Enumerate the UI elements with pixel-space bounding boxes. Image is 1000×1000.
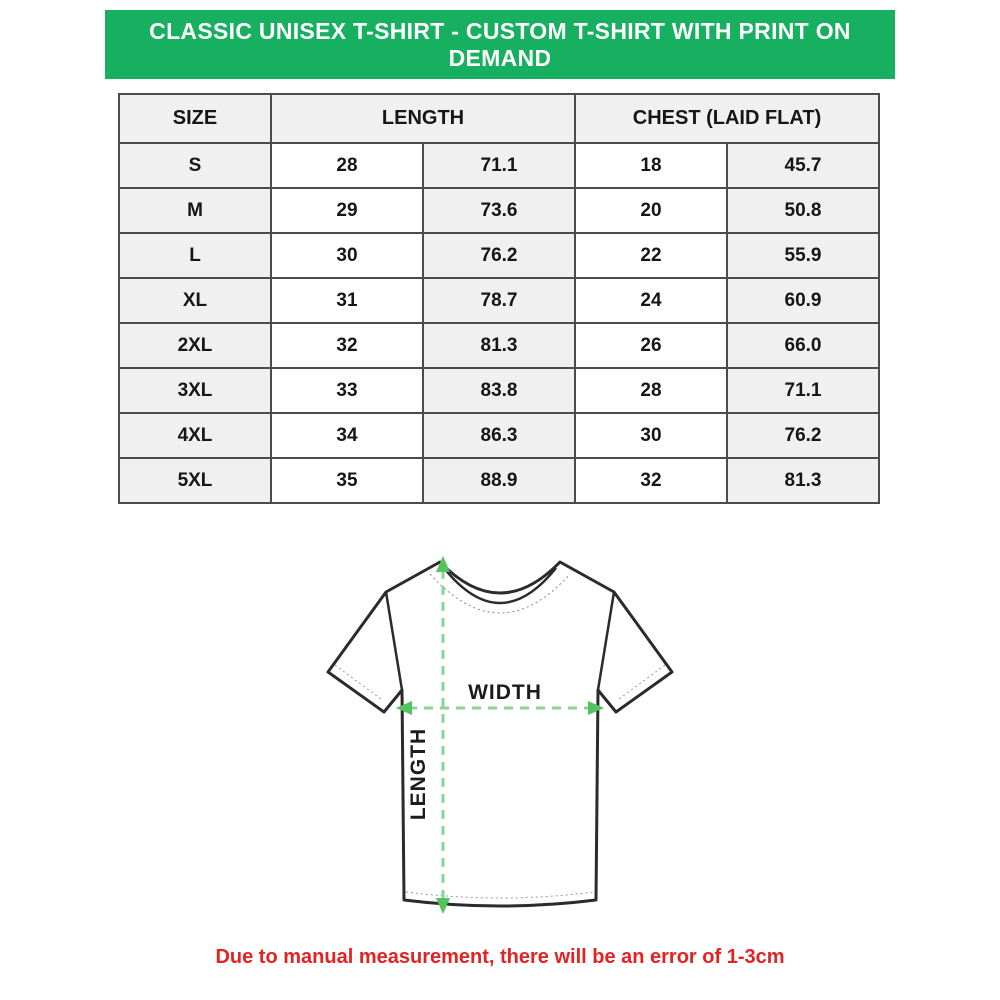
chest-in-cell: 18 [575, 143, 727, 188]
length-in-cell: 31 [271, 278, 423, 323]
chest-in-cell: 30 [575, 413, 727, 458]
table-row [119, 233, 879, 278]
chest-in-cell: 26 [575, 323, 727, 368]
column-header-length: LENGTH [271, 94, 575, 143]
chest-in-cell: 20 [575, 188, 727, 233]
chest-cm-cell: 55.9 [727, 233, 879, 278]
length-cm-cell: 78.7 [423, 278, 575, 323]
length-in-cell: 33 [271, 368, 423, 413]
tshirt-body [328, 562, 672, 906]
chest-in-cell: 24 [575, 278, 727, 323]
chest-cm-cell: 50.8 [727, 188, 879, 233]
chest-cm-cell: 76.2 [727, 413, 879, 458]
chest-cm-cell: 71.1 [727, 368, 879, 413]
size-cell: 4XL [119, 413, 271, 458]
table-row [119, 188, 879, 233]
chest-cm-cell: 81.3 [727, 458, 879, 503]
length-cm-cell: 86.3 [423, 413, 575, 458]
title-banner [105, 10, 895, 79]
chest-cm-cell: 45.7 [727, 143, 879, 188]
chest-in-cell: 28 [575, 368, 727, 413]
length-cm-cell: 88.9 [423, 458, 575, 503]
length-in-cell: 35 [271, 458, 423, 503]
length-cm-cell: 81.3 [423, 323, 575, 368]
length-in-cell: 30 [271, 233, 423, 278]
column-header-size: SIZE [119, 94, 271, 143]
length-in-cell: 34 [271, 413, 423, 458]
size-cell: 2XL [119, 323, 271, 368]
table-row [119, 143, 879, 188]
length-cm-cell: 83.8 [423, 368, 575, 413]
length-cm-cell: 76.2 [423, 233, 575, 278]
length-cm-cell: 71.1 [423, 143, 575, 188]
column-header-chest: CHEST (LAID FLAT) [575, 94, 879, 143]
measurement-disclaimer: Due to manual measurement, there will be an error of 1-3cm [215, 946, 785, 968]
table-row [119, 368, 879, 413]
chest-in-cell: 32 [575, 458, 727, 503]
length-arrowhead-bottom [436, 898, 450, 914]
table-row [119, 278, 879, 323]
length-in-cell: 29 [271, 188, 423, 233]
tshirt-measurement-diagram [310, 548, 690, 938]
length-in-cell: 32 [271, 323, 423, 368]
size-cell: S [119, 143, 271, 188]
chest-cm-cell: 66.0 [727, 323, 879, 368]
length-dimension-label: LENGTH [407, 727, 430, 821]
size-cell: 5XL [119, 458, 271, 503]
length-in-cell: 28 [271, 143, 423, 188]
page-title: CLASSIC UNISEX T-SHIRT - CUSTOM T-SHIRT WITH PRINT ON DEMAND [149, 17, 851, 71]
tshirt-outline-drawing [310, 548, 690, 938]
chest-cm-cell: 60.9 [727, 278, 879, 323]
size-cell: L [119, 233, 271, 278]
size-cell: M [119, 188, 271, 233]
length-cm-cell: 73.6 [423, 188, 575, 233]
chest-in-cell: 22 [575, 233, 727, 278]
table-row [119, 458, 879, 503]
table-row [119, 323, 879, 368]
size-cell: 3XL [119, 368, 271, 413]
size-cell: XL [119, 278, 271, 323]
width-dimension-label: WIDTH [468, 681, 542, 704]
size-chart-table [118, 93, 880, 504]
table-header-row [119, 94, 879, 143]
table-row [119, 413, 879, 458]
